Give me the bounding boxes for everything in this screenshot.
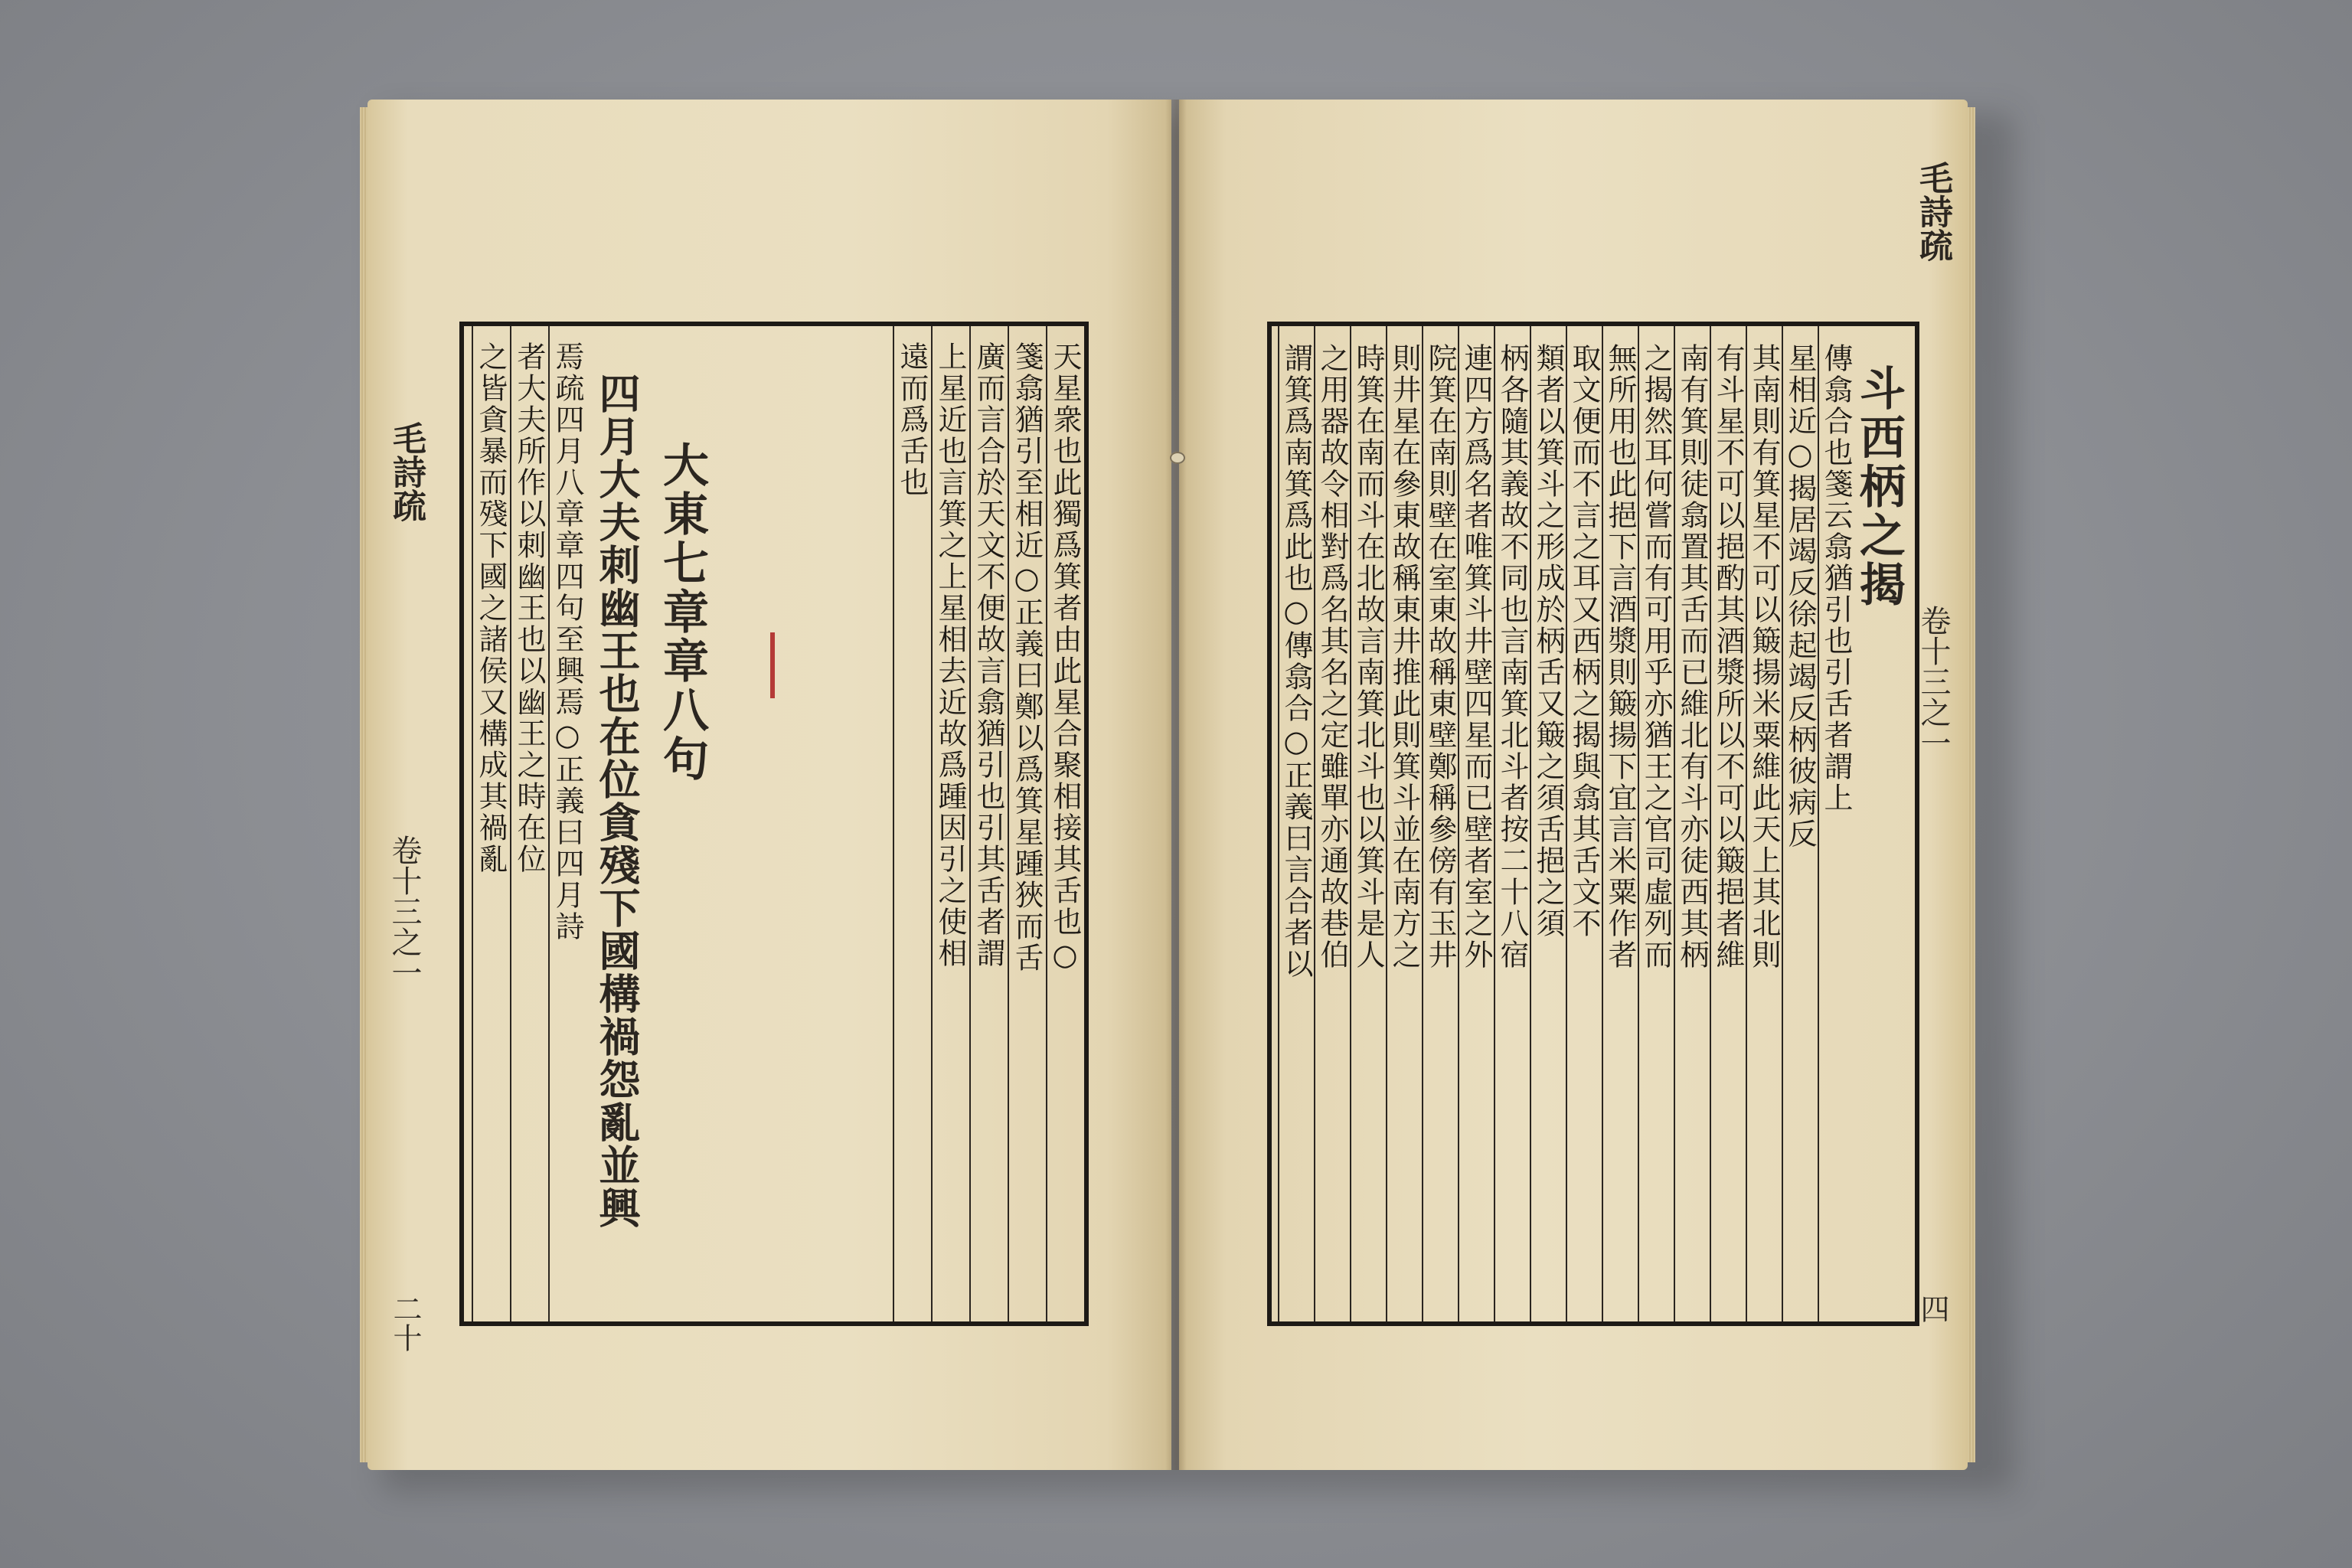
- text-column: [472, 326, 510, 1321]
- text-column-line: 之揭然耳何嘗而有可用乎亦猶王之官司虛列而: [1639, 343, 1673, 971]
- text-column: [1638, 326, 1674, 1321]
- text-column: [1710, 326, 1746, 1321]
- text-column-line: 有斗星不可以挹酌其酒漿所以不可以簸挹者維: [1711, 343, 1745, 971]
- column-rule: [1494, 326, 1495, 1321]
- text-column: [1458, 326, 1494, 1321]
- text-column-line: 上星近也言箕之上星相去近故爲踵因引之使相: [933, 341, 967, 969]
- left-heading: [655, 441, 709, 784]
- column-rule: [1046, 326, 1047, 1321]
- column-rule: [1386, 326, 1387, 1321]
- text-column: [1422, 326, 1458, 1321]
- text-column-line: 天星衆也此獨爲箕者由此星合聚相接其舌也○: [1048, 341, 1082, 974]
- text-column: [1494, 326, 1530, 1321]
- binding-string: [1170, 452, 1185, 464]
- column-rule: [1530, 326, 1531, 1321]
- left-preface: [586, 372, 648, 1230]
- text-column: [1746, 326, 1782, 1321]
- column-rule: [931, 326, 933, 1321]
- text-column-line: 院箕在南則壁在室東故稱東壁鄭稱參傍有玉井: [1423, 343, 1457, 971]
- column-rule: [1458, 326, 1459, 1321]
- text-column: [510, 326, 548, 1321]
- column-rule: [548, 326, 550, 1321]
- text-column-line: 柄各隨其義故不同也言南箕北斗者按二十八宿: [1495, 343, 1529, 971]
- text-column: [1386, 326, 1422, 1321]
- column-rule: [1314, 326, 1315, 1321]
- column-rule: [1818, 326, 1819, 1321]
- text-column: [893, 326, 931, 1321]
- right-edge-title: 毛詩疏: [1913, 161, 1952, 262]
- left-text-frame: [459, 322, 1089, 1326]
- text-column-line: 傳翕合也箋云翕猶引也引舌者謂上: [1819, 343, 1853, 814]
- right-edge-page: 四: [1916, 1294, 1949, 1323]
- right-heading: [1852, 364, 1906, 609]
- text-column-line: 廣而言合於天文不便故言翕猶引也引其舌者謂: [972, 341, 1005, 969]
- text-column-line: 焉疏四月八章章四句至興焉○正義曰四月詩: [550, 341, 584, 942]
- column-rule: [1638, 326, 1639, 1321]
- text-column: [1782, 326, 1818, 1321]
- column-rule: [1710, 326, 1711, 1321]
- column-rule: [1278, 326, 1279, 1321]
- text-column-line: 取文便而不言之耳又西柄之揭與翕其舌文不: [1567, 343, 1601, 939]
- right-edge-chapter: 卷十三之一: [1916, 605, 1951, 758]
- right-columns: [1272, 326, 1915, 1321]
- column-rule: [1350, 326, 1351, 1321]
- text-column-line: 謂箕爲南箕爲此也○傳翕合○正義曰言合者以: [1279, 343, 1313, 980]
- column-rule: [1008, 326, 1009, 1321]
- text-column-line: 連四方爲名者唯箕斗井壁四星而已壁者室之外: [1459, 343, 1493, 971]
- column-rule: [1674, 326, 1675, 1321]
- red-punctuation-mark: [770, 632, 775, 698]
- text-column-line: 則井星在參東故稱東井推此則箕斗並在南方之: [1387, 343, 1421, 971]
- left-edge-chapter: 卷十三之一: [387, 835, 422, 988]
- column-rule: [472, 326, 473, 1321]
- column-rule: [1566, 326, 1567, 1321]
- column-rule: [510, 326, 511, 1321]
- column-rule: [969, 326, 971, 1321]
- text-column: [1818, 326, 1854, 1321]
- text-column: [1278, 326, 1314, 1321]
- column-rule: [893, 326, 894, 1321]
- text-column-line: 時箕在南而斗在北故言南箕北斗也以箕斗是人: [1351, 343, 1385, 971]
- text-column-line: 遠而爲舌也: [895, 341, 929, 498]
- text-column: [1602, 326, 1638, 1321]
- book-gutter: [1165, 100, 1187, 1470]
- column-rule: [1422, 326, 1423, 1321]
- right-heading-text: 斗西柄之揭: [1852, 364, 1906, 609]
- text-column-line: 星相近○揭居竭反徐起竭反柄彼病反: [1783, 343, 1817, 850]
- text-column-line: 南有箕則徒翕置其舌而已維北有斗亦徒西其柄: [1675, 343, 1709, 971]
- text-column: [548, 326, 586, 1321]
- text-column-line: 者大夫所作以刺幽王也以幽王之時在位: [512, 341, 546, 875]
- column-rule: [1602, 326, 1603, 1321]
- column-rule: [1782, 326, 1783, 1321]
- text-column: [931, 326, 969, 1321]
- left-edge-page: 二十: [388, 1294, 422, 1352]
- text-column: [1314, 326, 1350, 1321]
- text-column: [1530, 326, 1566, 1321]
- text-column: [969, 326, 1008, 1321]
- text-column-line: 類者以箕斗之形成於柄舌又簸之須舌挹之須: [1531, 343, 1565, 939]
- text-column-line: 之用器故令相對爲名其名之定雖單亦通故巷伯: [1315, 343, 1349, 971]
- text-column: [1046, 326, 1084, 1321]
- text-column: [1566, 326, 1602, 1321]
- text-column-line: 其南則有箕星不可以簸揚米粟維此天上其北則: [1747, 343, 1781, 971]
- right-text-frame: [1267, 322, 1919, 1326]
- left-preface-text: 四月大夫刺幽王也在位貪殘下國構禍怨亂並興: [593, 372, 642, 1230]
- text-column-line: 箋翕猶引至相近○正義曰鄭以爲箕星踵狹而舌: [1010, 341, 1044, 974]
- text-column-line: 無所用也此挹下言酒漿則簸揚下宜言米粟作者: [1603, 343, 1637, 971]
- text-column: [1350, 326, 1386, 1321]
- column-rule: [1746, 326, 1747, 1321]
- left-columns: [464, 326, 1084, 1321]
- text-column-line: 之皆貪暴而殘下國之諸侯又構成其禍亂: [474, 341, 508, 875]
- text-column: [1008, 326, 1046, 1321]
- left-edge-title: 毛詩疏: [387, 421, 426, 522]
- text-column: [1674, 326, 1710, 1321]
- left-heading-text: 大東七章章八句: [655, 441, 709, 784]
